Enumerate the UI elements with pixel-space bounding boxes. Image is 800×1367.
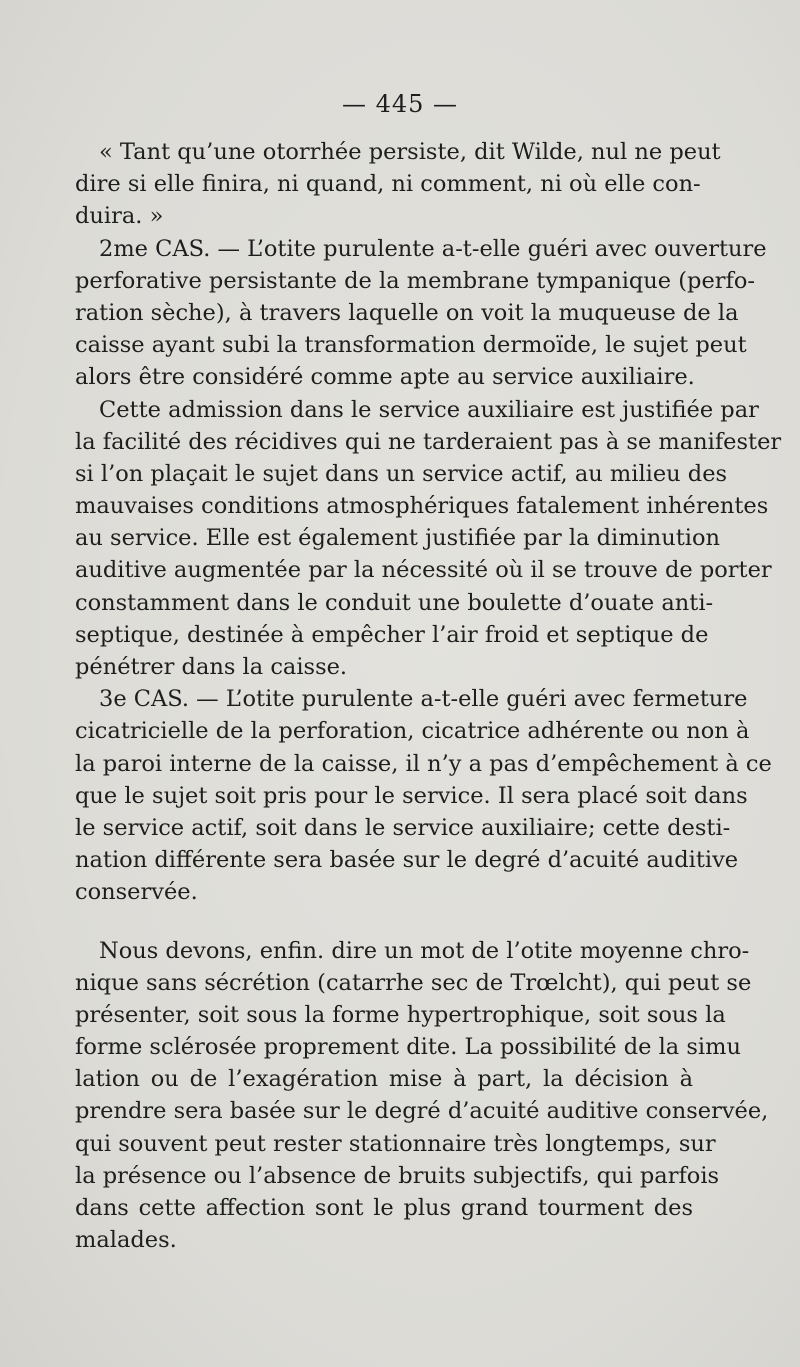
text-line: au service. Elle est également justifiée par la diminution xyxy=(75,525,721,552)
text-line: mauvaises conditions atmosphériques fatalement inhérentes xyxy=(75,493,769,520)
text-line: 2me CAS. — L’otite purulente a-t-elle guéri avec ouverture xyxy=(99,235,767,262)
text-line: la facilité des récidives qui ne tarderaient pas à se manifester xyxy=(75,428,782,455)
text-line: auditive augmentée par la nécessité où il se trouve de porter xyxy=(75,557,772,584)
text-line: prendre sera basée sur le degré d’acuité auditive conservée, xyxy=(75,1098,769,1125)
text-line: duira. » xyxy=(75,203,164,230)
text-line: perforative persistante de la membrane tympanique (perfo- xyxy=(75,267,755,294)
text-line: nation différente sera basée sur le degré d’acuité auditive xyxy=(75,847,739,874)
text-line: septique, destinée à empêcher l’air froid et septique de xyxy=(75,621,709,648)
text-line: alors être considéré comme apte au service auxiliaire. xyxy=(75,364,695,391)
text-line: dans cette affection sont le plus grand tourment des xyxy=(75,1195,693,1221)
paragraph-gap xyxy=(75,909,693,935)
text-line: nique sans sécrétion (catarrhe sec de Trœlcht), qui peut se xyxy=(75,969,752,996)
text-line: la paroi interne de la caisse, il n’y a pas d’empêchement à ce xyxy=(75,750,772,777)
text-line: la présence ou l’absence de bruits subjectifs, qui parfois xyxy=(75,1162,720,1189)
text-line: 3e CAS. — L’otite purulente a-t-elle guéri avec fermeture xyxy=(99,686,748,713)
text-line: le service actif, soit dans le service auxiliaire; cette desti- xyxy=(75,814,731,841)
text-line: malades. xyxy=(75,1227,177,1254)
text-line: pénétrer dans la caisse. xyxy=(75,654,348,680)
text-line: présenter, soit sous la forme hypertrophique, soit sous la xyxy=(75,1001,726,1028)
body-text xyxy=(75,136,782,1256)
text-line: ration sèche), à travers laquelle on voit la muqueuse de la xyxy=(75,299,739,326)
text-line: dire si elle finira, ni quand, ni comment, ni où elle con- xyxy=(75,171,701,198)
text-line: lation ou de l’exagération mise à part, la décision à xyxy=(75,1066,693,1093)
text-line: conservée. xyxy=(75,879,198,906)
text-line: si l’on plaçait le sujet dans un service actif, au milieu des xyxy=(75,460,728,487)
text-line: constamment dans le conduit une boulette d’ouate anti- xyxy=(75,589,714,616)
text-line: Cette admission dans le service auxiliaire est justifiée par xyxy=(99,396,759,423)
page-number: — 445 — xyxy=(341,90,459,118)
text-line: « Tant qu’une otorrhée persiste, dit Wilde, nul ne peut xyxy=(99,139,721,165)
text-line: cicatricielle de la perforation, cicatrice adhérente ou non à xyxy=(75,718,750,745)
text-line: que le sujet soit pris pour le service. Il sera placé soit dans xyxy=(75,782,748,809)
text-line: Nous devons, enfin. dire un mot de l’otite moyenne chro- xyxy=(99,937,750,964)
text-line: forme sclérosée proprement dite. La possibilité de la simu xyxy=(75,1034,741,1061)
text-line: caisse ayant subi la transformation dermoïde, le sujet peut xyxy=(75,332,747,359)
text-line: qui souvent peut rester stationnaire très longtemps, sur xyxy=(75,1130,716,1157)
